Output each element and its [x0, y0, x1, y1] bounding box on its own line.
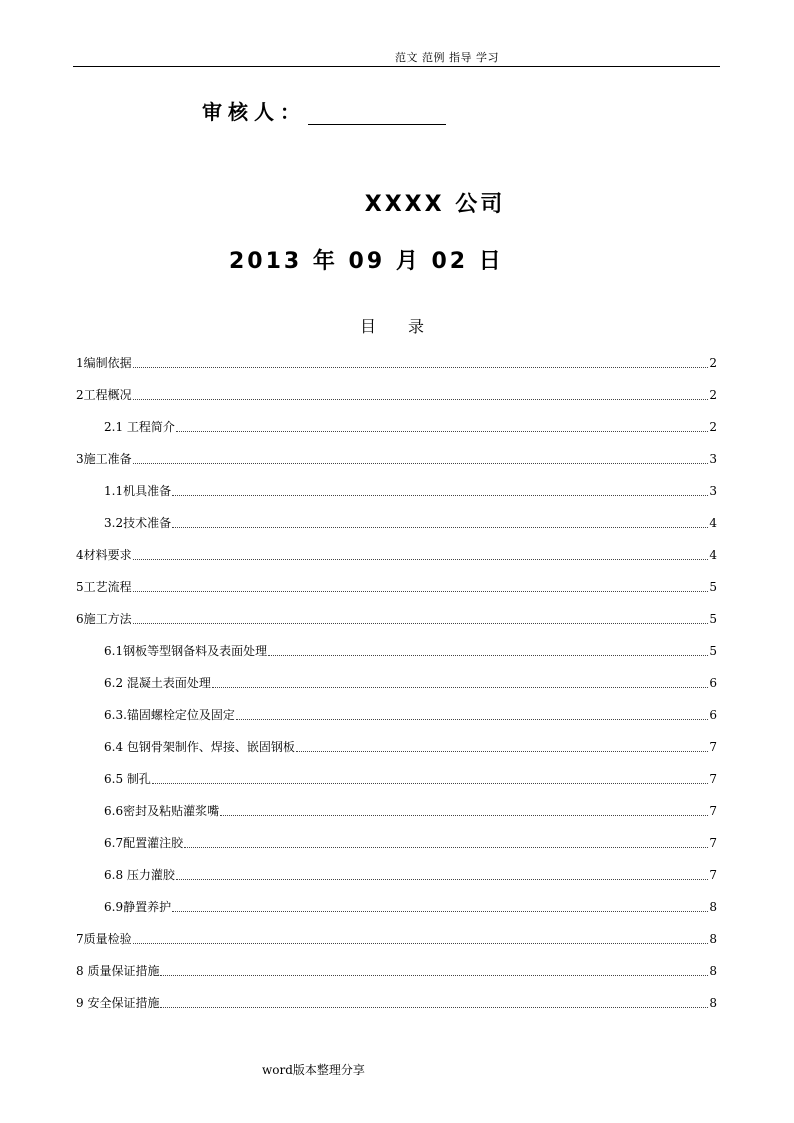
toc-dot-leader — [236, 709, 708, 720]
toc-dot-leader — [176, 421, 708, 432]
toc-dot-leader — [172, 901, 708, 912]
toc-entry-label: 9 安全保证措施 — [76, 996, 160, 1010]
toc-entry-page: 2 — [709, 356, 717, 370]
toc-entry-page: 7 — [709, 868, 717, 882]
toc-entry-label: 6.1钢板等型钢备料及表面处理 — [104, 644, 268, 658]
toc-entry[interactable] — [104, 834, 717, 852]
toc-entry[interactable] — [76, 546, 717, 564]
toc-entry-page: 3 — [709, 484, 717, 498]
toc-entry[interactable] — [104, 866, 717, 884]
toc-dot-leader — [172, 517, 708, 528]
toc-entry-label: 4材料要求 — [76, 548, 132, 562]
toc-dot-leader — [172, 485, 708, 496]
toc-entry-page: 2 — [709, 388, 717, 402]
toc-title: 目 录 — [360, 317, 425, 336]
toc-dot-leader — [296, 741, 708, 752]
toc-entry-label: 2工程概况 — [76, 388, 132, 402]
toc-entry[interactable] — [76, 610, 717, 628]
toc-dot-leader — [133, 933, 709, 944]
toc-entry-label: 3施工准备 — [76, 452, 132, 466]
toc-entry[interactable] — [76, 386, 717, 404]
toc-entry-page: 7 — [709, 740, 717, 754]
toc-entry-page: 2 — [709, 420, 717, 434]
toc-entry[interactable] — [76, 930, 717, 948]
toc-dot-leader — [133, 389, 709, 400]
toc-entry[interactable] — [104, 642, 717, 660]
toc-dot-leader — [220, 805, 708, 816]
toc-entry-page: 7 — [709, 804, 717, 818]
toc-entry-label: 2.1 工程简介 — [104, 420, 175, 434]
toc-entry-label: 6.7配置灌注胶 — [104, 836, 184, 850]
toc-dot-leader — [176, 869, 708, 880]
toc-entry-label: 6.9静置养护 — [104, 900, 172, 914]
toc-entry-page: 4 — [709, 516, 717, 530]
toc-entry-label: 6.5 制孔 — [104, 772, 151, 786]
toc-entry-label: 8 质量保证措施 — [76, 964, 160, 978]
toc-entry-page: 6 — [709, 708, 717, 722]
toc-entry-page: 5 — [709, 612, 717, 626]
toc-entry[interactable] — [76, 962, 717, 980]
toc-entry-page: 8 — [709, 996, 717, 1010]
toc-dot-leader — [133, 357, 709, 368]
toc-entry[interactable] — [104, 770, 717, 788]
company-name: XXXX 公司 — [364, 192, 506, 217]
header-divider — [73, 66, 720, 67]
toc-entry[interactable] — [104, 418, 717, 436]
toc-entry[interactable] — [104, 482, 717, 500]
reviewer-signature-block — [202, 96, 446, 125]
toc-entry-label: 1编制依据 — [76, 356, 132, 370]
toc-entry-page: 8 — [709, 932, 717, 946]
toc-dot-leader — [133, 613, 709, 624]
toc-entry-page: 5 — [709, 644, 717, 658]
toc-entry-page: 8 — [709, 964, 717, 978]
toc-entry-label: 6施工方法 — [76, 612, 132, 626]
toc-entry-label: 6.6密封及粘贴灌浆嘴 — [104, 804, 220, 818]
toc-entry-page: 4 — [709, 548, 717, 562]
toc-entry-label: 7质量检验 — [76, 932, 132, 946]
toc-entry-label: 6.4 包钢骨架制作、焊接、嵌固钢板 — [104, 740, 295, 754]
toc-entry-label: 6.2 混凝土表面处理 — [104, 676, 211, 690]
toc-entry[interactable] — [76, 354, 717, 372]
toc-dot-leader — [133, 549, 709, 560]
toc-entry-label: 6.8 压力灌胶 — [104, 868, 175, 882]
toc-entry-page: 8 — [709, 900, 717, 914]
reviewer-label: 审核人： — [202, 100, 306, 124]
toc-entry-page: 3 — [709, 452, 717, 466]
page-footer: word版本整理分享 — [262, 1063, 365, 1077]
document-date: 2013 年 09 月 02 日 — [229, 249, 504, 274]
toc-entry[interactable] — [104, 514, 717, 532]
toc-entry-label: 3.2技术准备 — [104, 516, 172, 530]
toc-dot-leader — [268, 645, 708, 656]
toc-entry-label: 5工艺流程 — [76, 580, 132, 594]
toc-entry-page: 6 — [709, 676, 717, 690]
page-header: 范文 范例 指导 学习 — [395, 51, 499, 64]
toc-dot-leader — [160, 965, 708, 976]
toc-entry[interactable] — [104, 706, 717, 724]
toc-entry-page: 7 — [709, 836, 717, 850]
toc-entry[interactable] — [76, 578, 717, 596]
toc-entry[interactable] — [76, 994, 717, 1012]
toc-dot-leader — [160, 997, 708, 1008]
toc-dot-leader — [152, 773, 708, 784]
toc-dot-leader — [184, 837, 708, 848]
toc-entry[interactable] — [104, 898, 717, 916]
toc-entry[interactable] — [104, 802, 717, 820]
toc-dot-leader — [133, 453, 709, 464]
toc-entry[interactable] — [104, 674, 717, 692]
toc-entry-label: 6.3.锚固螺栓定位及固定 — [104, 708, 235, 722]
toc-entry-page: 5 — [709, 580, 717, 594]
toc-entry-label: 1.1机具准备 — [104, 484, 172, 498]
toc-dot-leader — [212, 677, 708, 688]
toc-entry-page: 7 — [709, 772, 717, 786]
toc-dot-leader — [133, 581, 709, 592]
reviewer-signature-line — [308, 100, 446, 125]
toc-entry[interactable] — [104, 738, 717, 756]
toc-entry[interactable] — [76, 450, 717, 468]
